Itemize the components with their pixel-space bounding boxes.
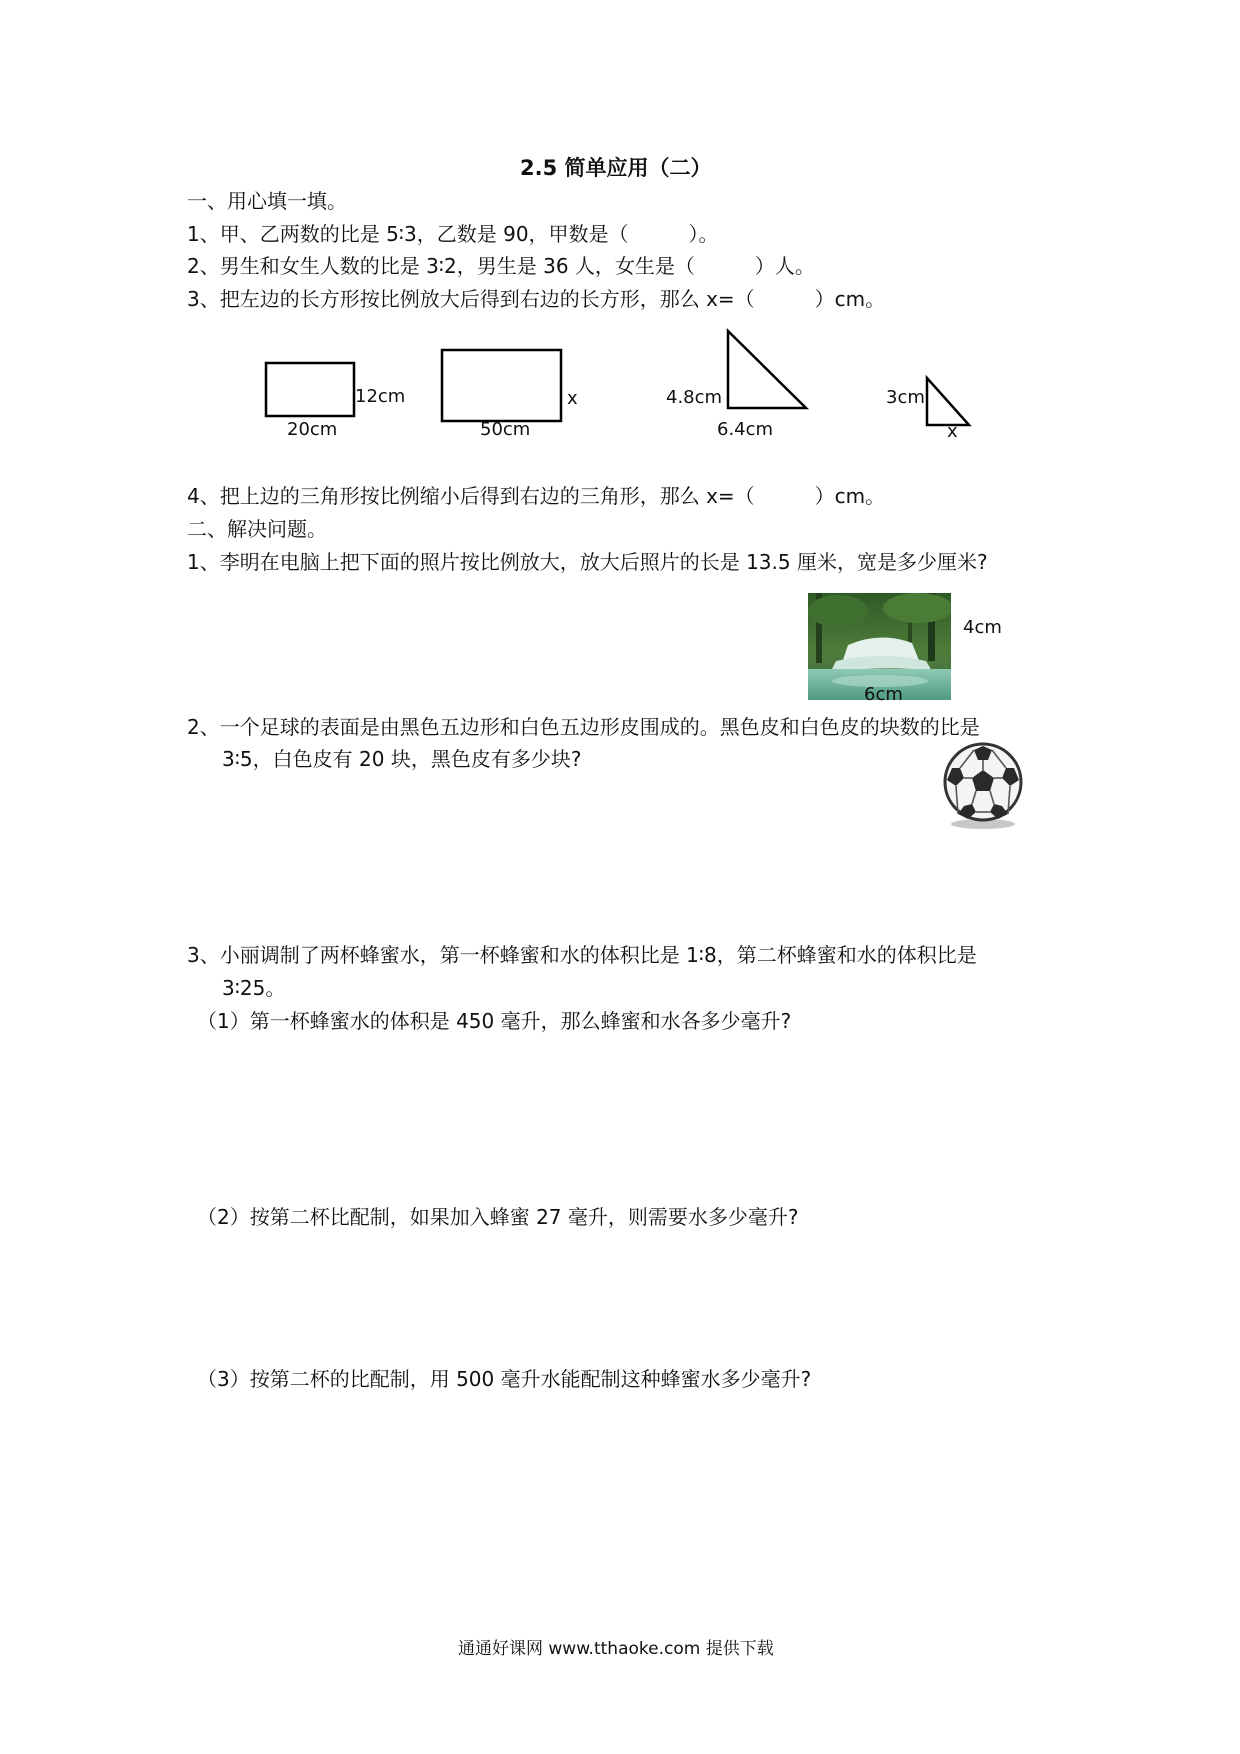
tri2-base-label: x	[947, 421, 958, 442]
rect1-width-label: 20cm	[287, 419, 338, 440]
question-2-2-line1: 2、一个足球的表面是由黑色五边形和白色五边形皮围成的。黑色皮和白色皮的块数的比是	[187, 715, 980, 739]
photo-height-label: 4cm	[963, 617, 1002, 638]
triangle-large	[728, 331, 806, 408]
rectangle-small	[266, 363, 354, 416]
question-2-3-sub3: （3）按第二杯的比配制，用 500 毫升水能配制这种蜂蜜水多少毫升?	[197, 1367, 812, 1391]
question-2-3-sub1: （1）第一杯蜂蜜水的体积是 450 毫升，那么蜂蜜和水各多少毫升?	[197, 1009, 792, 1033]
triangle-small	[927, 378, 969, 425]
geometry-figures	[0, 0, 1240, 460]
section1-heading: 一、用心填一填。	[187, 189, 347, 213]
question-2-3-sub2: （2）按第二杯比配制，如果加入蜂蜜 27 毫升，则需要水多少毫升?	[197, 1205, 799, 1229]
rectangle-large	[442, 350, 561, 421]
question-2-3-line2: 3∶25。	[222, 976, 286, 1000]
page-title: 2.5 简单应用（二）	[520, 156, 712, 180]
soccer-ball-icon	[938, 740, 1028, 830]
question-1-3: 3、把左边的长方形按比例放大后得到右边的长方形，那么 x=（ ）cm。	[187, 287, 886, 311]
question-2-1: 1、李明在电脑上把下面的照片按比例放大，放大后照片的长是 13.5 厘米，宽是多少厘米?	[187, 550, 988, 574]
question-1-4: 4、把上边的三角形按比例缩小后得到右边的三角形，那么 x=（ ）cm。	[187, 484, 886, 508]
rect2-width-label: 50cm	[480, 419, 531, 440]
tri1-base-label: 6.4cm	[717, 419, 774, 440]
section2-heading: 二、解决问题。	[187, 517, 327, 541]
question-1-1: 1、甲、乙两数的比是 5∶3，乙数是 90，甲数是（ ）。	[187, 222, 719, 246]
rect2-height-label: x	[567, 388, 578, 409]
photo-width-label: 6cm	[864, 684, 903, 705]
tri1-height-label: 4.8cm	[666, 387, 723, 408]
footer-source: 通通好课网 www.tthaoke.com 提供下载	[458, 1639, 774, 1659]
question-1-2: 2、男生和女生人数的比是 3∶2，男生是 36 人，女生是（ ）人。	[187, 254, 815, 278]
question-2-2-line2: 3∶5，白色皮有 20 块，黑色皮有多少块?	[222, 747, 582, 771]
question-2-3-line1: 3、小丽调制了两杯蜂蜜水，第一杯蜂蜜和水的体积比是 1∶8，第二杯蜂蜜和水的体积比是	[187, 943, 977, 967]
rect1-height-label: 12cm	[355, 386, 406, 407]
tri2-height-label: 3cm	[886, 387, 925, 408]
